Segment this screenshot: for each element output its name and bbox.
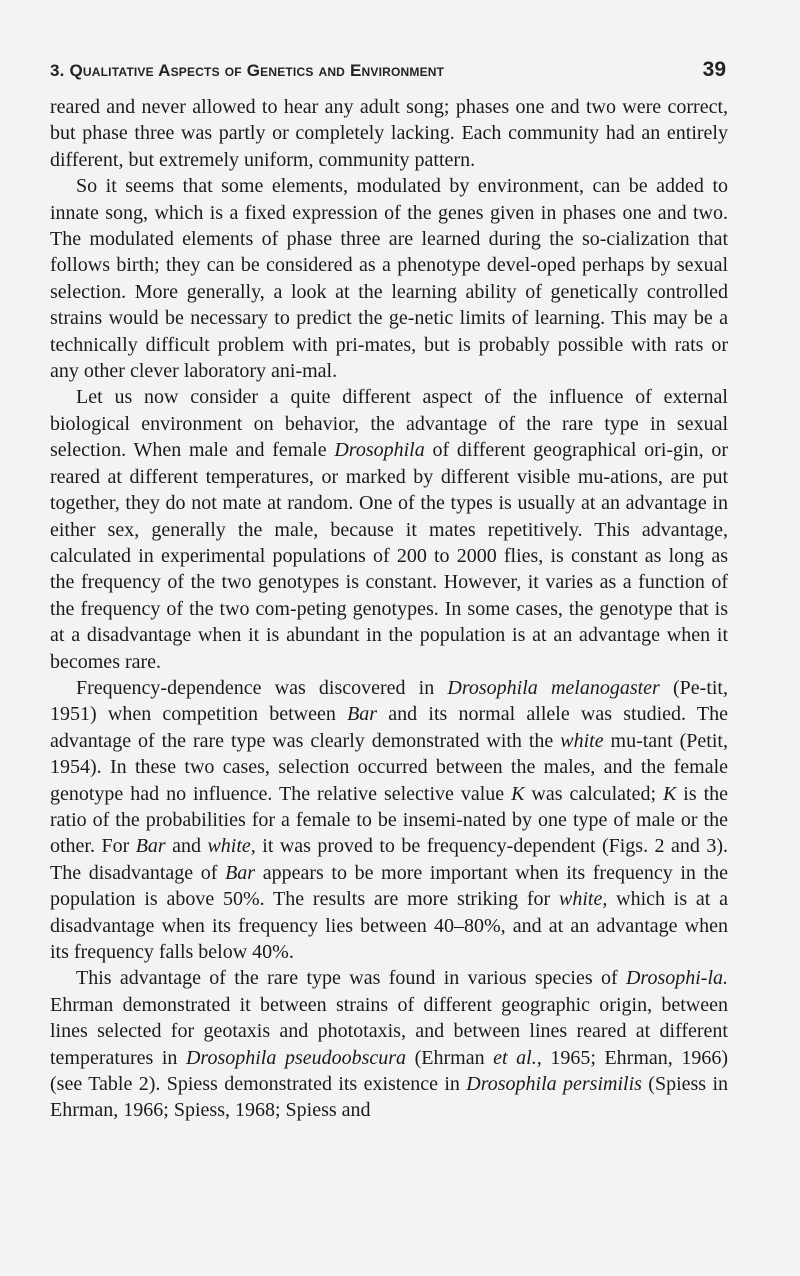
text-run: was calculated; (524, 782, 663, 805)
text-run: Frequency-dependence was discovered in (76, 676, 448, 699)
page-number: 39 (702, 58, 726, 81)
text-run: is the ratio of the probabilities for a female to be insemi-nated by one type of male or the other. For (50, 782, 729, 858)
text-run: (Ehrman (406, 1046, 494, 1069)
paragraph (50, 965, 728, 1123)
paragraph (50, 384, 728, 674)
italic-term: et al., (493, 1046, 542, 1069)
italic-term: white, (207, 835, 256, 858)
italic-term: K (663, 782, 677, 805)
text-run: (Pe-tit, 1951) when competition between (50, 676, 728, 726)
text-run: reared and never allowed to hear any adult song; phases one and two were correct, but phase three was partly or completely lacking. Each community had an entirely different, but extremely uniform, community pattern. (50, 96, 728, 171)
italic-term: white (560, 729, 604, 752)
text-run: and (165, 835, 208, 858)
italic-term: Bar (347, 703, 378, 726)
italic-term: Drosophila melanogaster (447, 676, 660, 699)
paragraph (50, 675, 728, 965)
italic-term: K (511, 782, 525, 805)
text-run: (Spiess in Ehrman, 1966; Spiess, 1968; Spiess and (50, 1073, 729, 1122)
text-run: So it seems that some elements, modulated by environment, can be added to innate song, which is a fixed expression of the genes given in phases one and two. The modulated elements of phase three are learned during the so-cialization that follows birth; they can be considered as a phenotype devel-oped perhaps by sexual selection. More generally, a look at the learning ability of genetically controlled strains would be necessary to predict the ge-netic limits of learning. This may be a technically difficult problem with pri-mates, but is probably possible with rats or any other clever laboratory ani-mal. (50, 175, 728, 383)
text-run: of different geographical ori-gin, or reared at different temperatures, or marked by different visible mu-ations, are put together, they do not mate at random. One of the types is usually at an advantage in either sex, generally the male, because it mates repetitively. This advantage, calculated in experimental populations of 200 to 2000 flies, is constant as long as the frequency of the two genotypes is constant. However, it varies as a function of the frequency of the two com-peting genotypes. In some cases, the genotype that is at a disadvantage when it is abundant in the population is at an advantage when it becomes rare. (50, 439, 728, 673)
text-run: Let us now consider a quite different aspect of the influence of external biological environment on behavior, the advantage of the rare type in sexual selection. When male and female (50, 386, 728, 462)
italic-term: Drosophila pseudoobscura (185, 1046, 407, 1069)
running-title: 3. Qualitative Aspects of Genetics and Environment (50, 61, 445, 80)
italic-term: Bar (135, 835, 166, 858)
page-header (50, 58, 726, 82)
italic-term: white, (559, 888, 608, 911)
paragraph (50, 94, 728, 173)
text-run: which is at a disadvantage when its frequency lies between 40–80%, and at an advantage when its frequency falls below 40%. (50, 888, 728, 963)
text-run: it was proved to be frequency-dependent (Figs. 2 and 3). The disadvantage of (50, 835, 728, 884)
italic-term: Drosophi-la. (625, 967, 728, 990)
italic-term: Drosophila persimilis (466, 1073, 642, 1096)
text-run: 1965; Ehrman, 1966) (see Table 2). Spiess demonstrated its existence in (50, 1046, 728, 1096)
italic-term: Bar (225, 861, 256, 884)
text-run: and its normal allele was studied. The advantage of the rare type was clearly demonstrated with the (50, 703, 728, 752)
italic-term: Drosophila (334, 439, 425, 462)
text-run: appears to be more important when its frequency in the population is above 50%. The results are more striking for (50, 861, 728, 911)
text-run: mu-tant (Petit, 1954). In these two cases, selection occurred between the males, and the female genotype had no influence. The relative selective value (50, 729, 728, 805)
text-run: Ehrman demonstrated it between strains of different geographic origin, between lines selected for geotaxis and phototaxis, and between lines reared at different temperatures in (50, 993, 728, 1069)
text-run: This advantage of the rare type was found in various species of (76, 967, 626, 990)
paragraph (50, 173, 728, 384)
body-text (50, 94, 728, 1124)
